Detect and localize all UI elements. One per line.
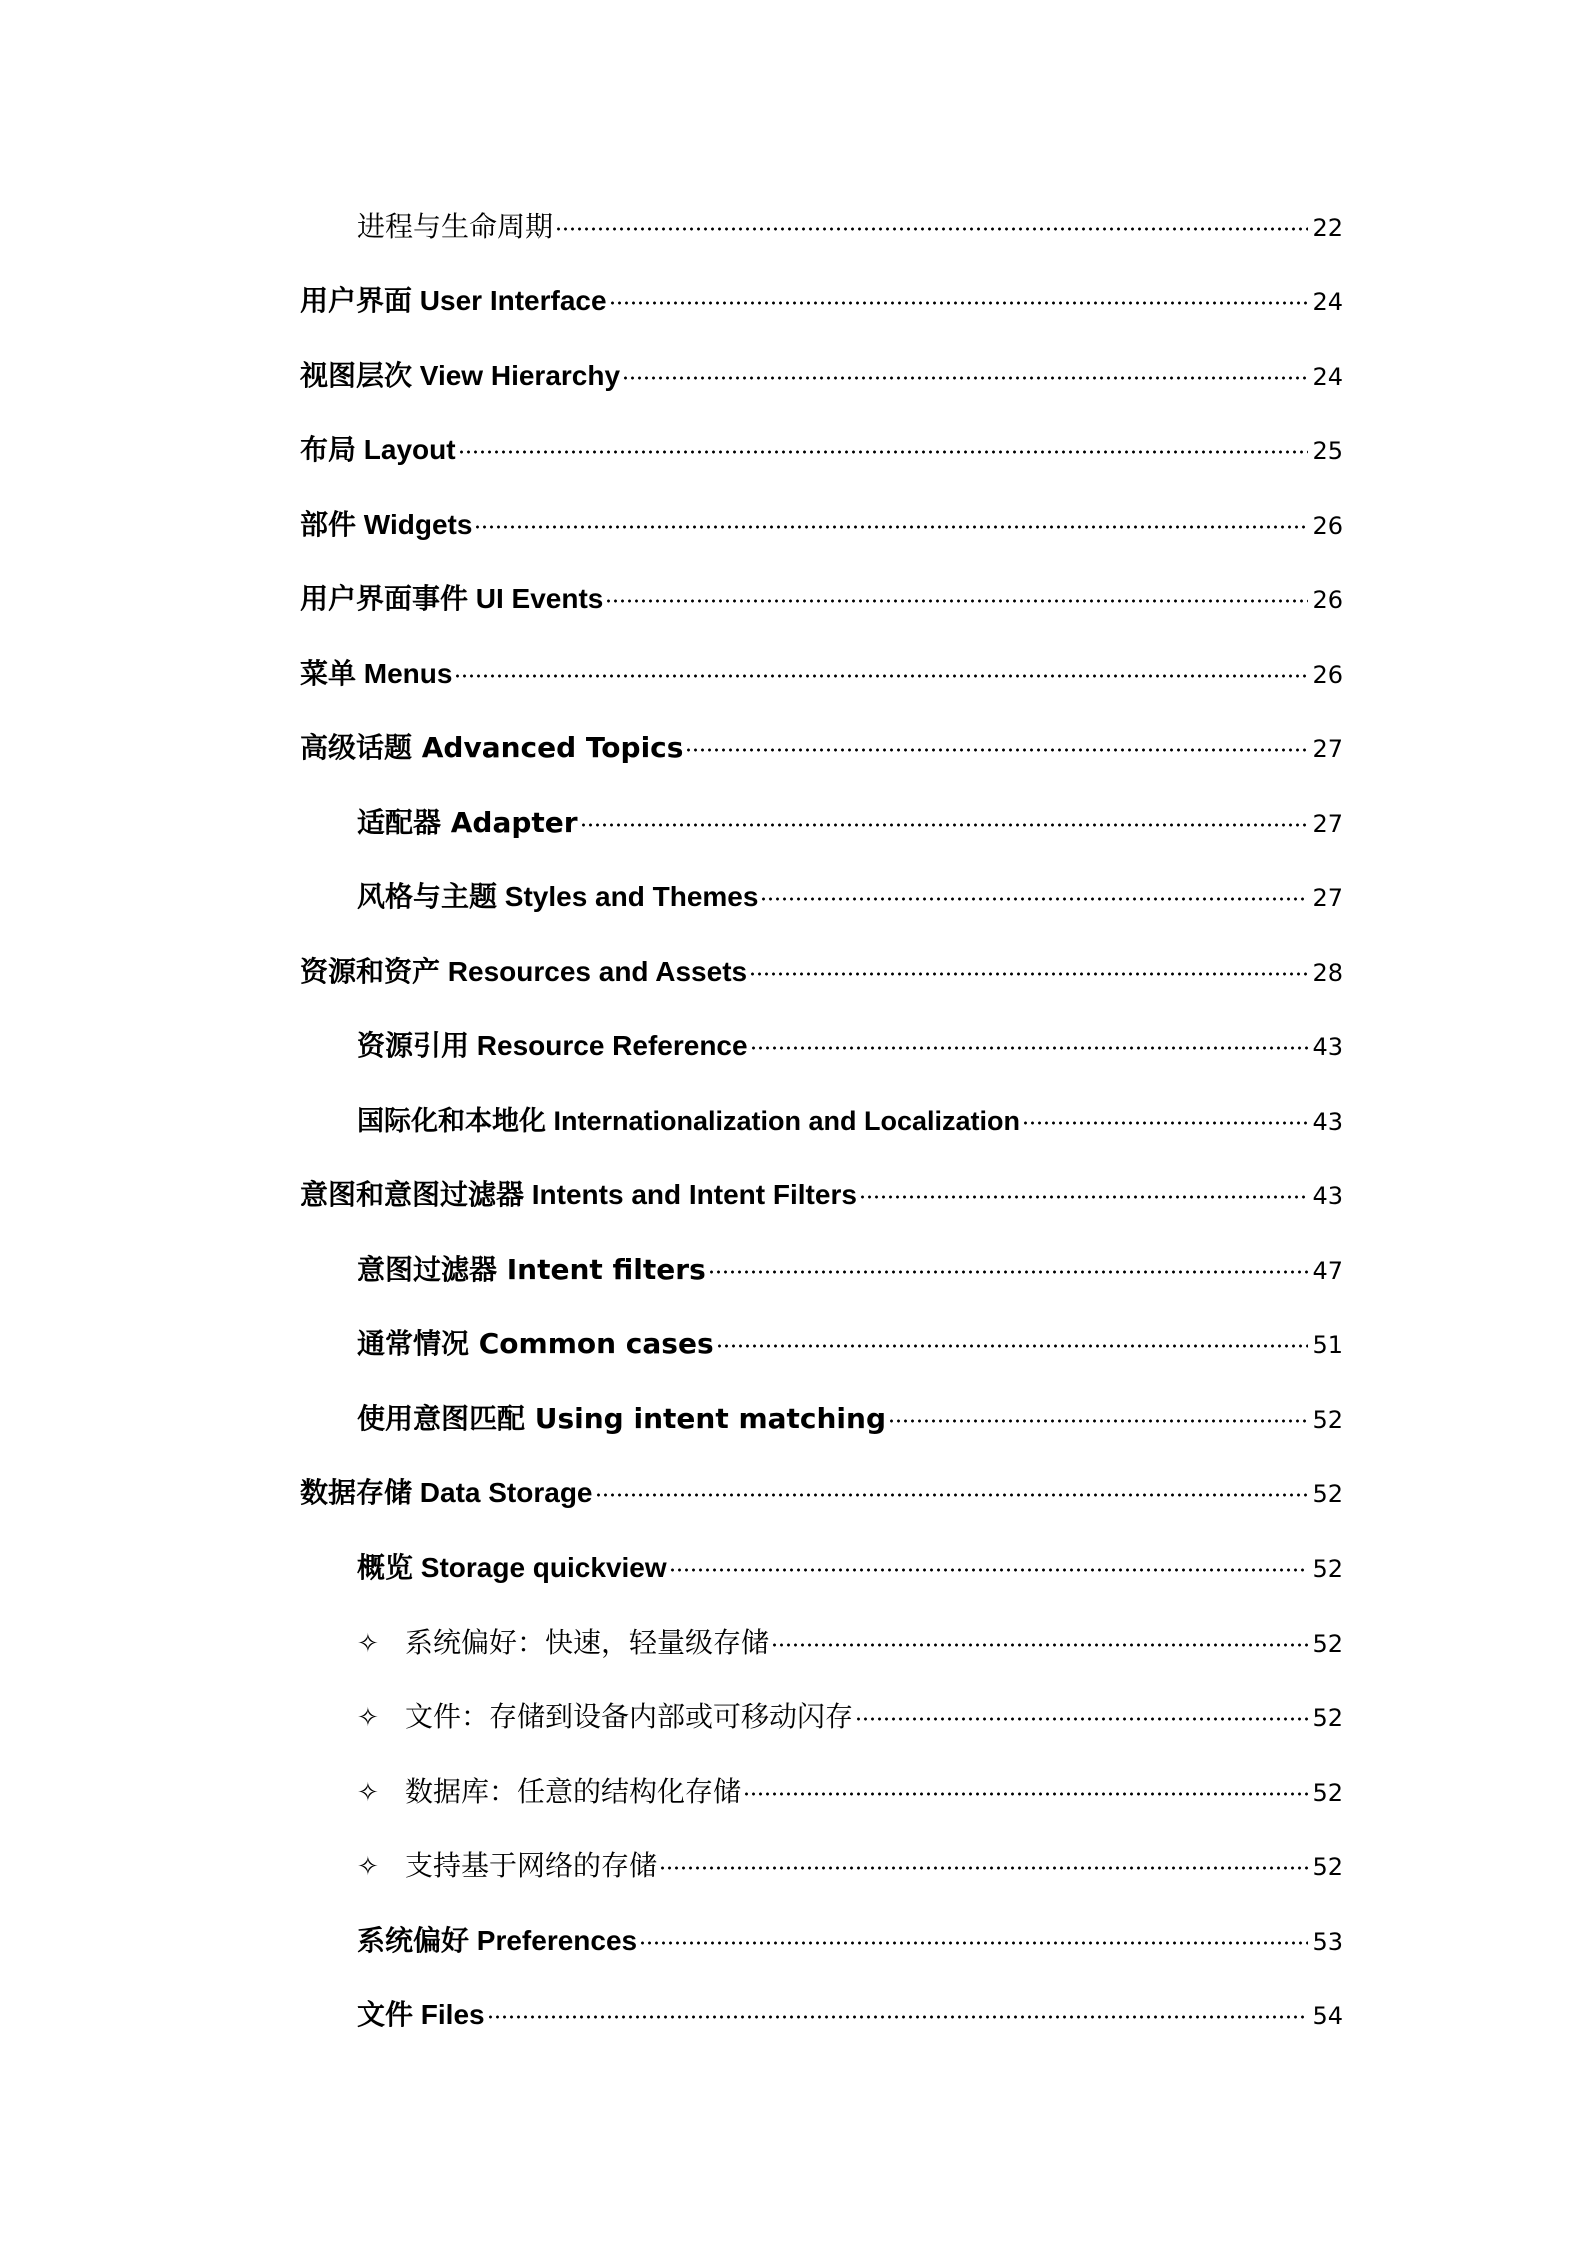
toc-page-number: 27 <box>1312 810 1343 838</box>
toc-page-number: 24 <box>1312 288 1343 316</box>
toc-entry-title: 适配器 Adapter <box>357 803 580 843</box>
toc-page-number: 26 <box>1312 586 1343 614</box>
toc-entry-title: 系统偏好 Preferences <box>357 1921 639 1961</box>
toc-page-number: 27 <box>1312 884 1343 912</box>
toc-entry[interactable] <box>0 717 1587 764</box>
dot-leader <box>487 1984 1309 2024</box>
toc-entry-title: 用户界面事件 UI Events <box>300 579 605 619</box>
toc-entry[interactable] <box>0 1537 1587 1583</box>
toc-page-number: 47 <box>1312 1257 1343 1285</box>
diamond-bullet-icon: ✧ <box>357 1629 379 1659</box>
toc-entry-title: 数据存储 Data Storage <box>300 1473 595 1513</box>
toc-entry-title: 意图和意图过滤器 Intents and Intent Filters <box>300 1175 859 1215</box>
toc-page-number: 27 <box>1312 735 1343 763</box>
dot-leader <box>609 270 1309 310</box>
toc-entry[interactable] <box>0 1239 1587 1286</box>
dot-leader <box>458 419 1309 459</box>
dot-leader <box>1022 1090 1308 1130</box>
dot-leader <box>555 196 1308 236</box>
toc-page-number: 51 <box>1312 1331 1343 1359</box>
toc-entry-title: 部件 Widgets <box>300 505 474 545</box>
toc-page-number: 52 <box>1312 1853 1343 1881</box>
toc-page-number: 52 <box>1312 1704 1343 1732</box>
dot-leader <box>659 1835 1308 1875</box>
toc-entry[interactable] <box>0 1984 1587 2030</box>
dot-leader <box>669 1537 1309 1577</box>
toc-page-number: 54 <box>1312 2002 1343 2030</box>
dot-leader <box>888 1388 1308 1428</box>
dot-leader <box>859 1164 1309 1204</box>
toc-entry[interactable] <box>0 1090 1587 1136</box>
toc-entry[interactable] <box>0 494 1587 540</box>
toc-entry[interactable] <box>0 1686 1587 1733</box>
toc-entry-title: 系统偏好：快速，轻量级存储 <box>405 1624 771 1664</box>
toc-entry-title: 使用意图匹配 Using intent matching <box>357 1399 888 1439</box>
toc-page-number: 43 <box>1312 1182 1343 1210</box>
toc-entry-title: 文件：存储到设备内部或可移动闪存 <box>405 1698 855 1738</box>
dot-leader <box>685 717 1308 757</box>
diamond-bullet-icon: ✧ <box>357 1778 379 1808</box>
toc-page-number: 26 <box>1312 512 1343 540</box>
toc-entry-title: 文件 Files <box>357 1995 487 2035</box>
toc-entry[interactable] <box>0 1910 1587 1956</box>
toc-page-number: 24 <box>1312 363 1343 391</box>
toc-entry-title: 通常情况 Common cases <box>357 1324 716 1364</box>
toc-entry[interactable] <box>0 792 1587 839</box>
toc-entry[interactable] <box>0 196 1587 243</box>
dot-leader <box>708 1239 1309 1279</box>
toc-entry[interactable] <box>0 1015 1587 1061</box>
toc-entry[interactable] <box>0 1313 1587 1360</box>
diamond-bullet-icon: ✧ <box>357 1703 379 1733</box>
toc-entry-title: 风格与主题 Styles and Themes <box>357 877 760 917</box>
toc-page-number: 52 <box>1312 1779 1343 1807</box>
toc-entry-title: 概览 Storage quickview <box>357 1548 669 1588</box>
dot-leader <box>855 1686 1308 1726</box>
toc-entry-title: 菜单 Menus <box>300 654 454 694</box>
dot-leader <box>605 568 1308 608</box>
toc-page-number: 52 <box>1312 1555 1343 1583</box>
toc-page-number: 43 <box>1312 1033 1343 1061</box>
toc-entry[interactable] <box>0 270 1587 316</box>
toc-page-number: 52 <box>1312 1630 1343 1658</box>
toc-entry[interactable] <box>0 1388 1587 1435</box>
dot-leader <box>716 1313 1309 1353</box>
dot-leader <box>622 345 1308 385</box>
toc-entry[interactable] <box>0 1612 1587 1659</box>
dot-leader <box>454 643 1308 683</box>
dot-leader <box>749 941 1308 981</box>
toc-page-number: 26 <box>1312 661 1343 689</box>
toc-entry-title: 进程与生命周期 <box>357 208 555 248</box>
toc-page-number: 28 <box>1312 959 1343 987</box>
dot-leader <box>743 1761 1308 1801</box>
toc-entry[interactable] <box>0 345 1587 391</box>
toc-entry-title: 用户界面 User Interface <box>300 281 609 321</box>
dot-leader <box>750 1015 1309 1055</box>
dot-leader <box>760 866 1308 906</box>
toc-entry-title: 视图层次 View Hierarchy <box>300 356 622 396</box>
toc-page-number: 52 <box>1312 1406 1343 1434</box>
toc-entry[interactable] <box>0 1761 1587 1808</box>
toc-entry-title: 数据库：任意的结构化存储 <box>405 1773 743 1813</box>
dot-leader <box>580 792 1309 832</box>
toc-entry-title: 资源引用 Resource Reference <box>357 1026 750 1066</box>
dot-leader <box>474 494 1308 534</box>
toc-page-number: 53 <box>1312 1928 1343 1956</box>
toc-entry[interactable] <box>0 568 1587 614</box>
toc-entry[interactable] <box>0 1164 1587 1210</box>
toc-entry[interactable] <box>0 941 1587 987</box>
dot-leader <box>639 1910 1308 1950</box>
toc-entry-title: 高级话题 Advanced Topics <box>300 728 685 768</box>
toc-entry[interactable] <box>0 419 1587 465</box>
toc-entry-title: 资源和资产 Resources and Assets <box>300 952 749 992</box>
toc-entry[interactable] <box>0 643 1587 689</box>
toc-page-number: 43 <box>1312 1108 1343 1136</box>
toc-entry-title: 布局 Layout <box>300 430 458 470</box>
toc-page-number: 22 <box>1312 214 1343 242</box>
toc-entry-title: 意图过滤器 Intent filters <box>357 1250 708 1290</box>
dot-leader <box>771 1612 1308 1652</box>
toc-entry-title: 支持基于网络的存储 <box>405 1847 659 1887</box>
toc-entry[interactable] <box>0 1835 1587 1882</box>
toc-entry-title: 国际化和本地化 Internationalization and Localization <box>357 1101 1022 1141</box>
toc-page-number: 52 <box>1312 1480 1343 1508</box>
toc-page-number: 25 <box>1312 437 1343 465</box>
dot-leader <box>595 1462 1309 1502</box>
diamond-bullet-icon: ✧ <box>357 1852 379 1882</box>
toc-entry[interactable] <box>0 866 1587 912</box>
toc-entry[interactable] <box>0 1462 1587 1508</box>
